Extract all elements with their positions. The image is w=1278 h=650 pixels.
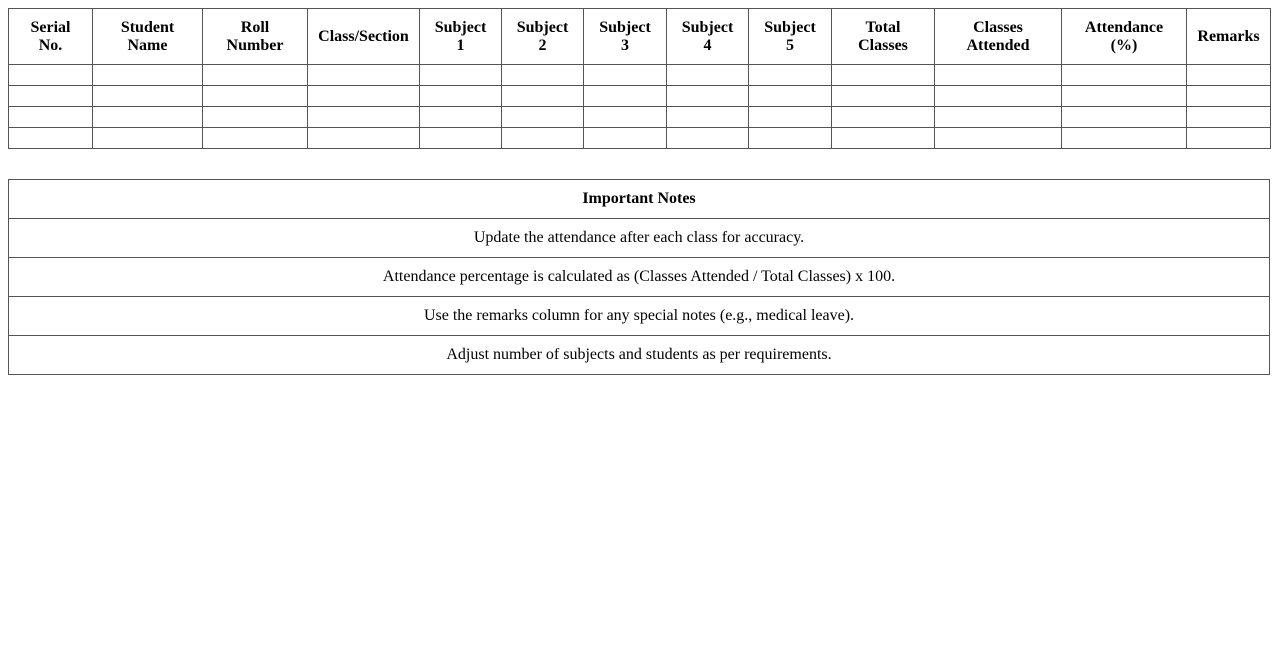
table-cell[interactable] [420, 65, 502, 86]
attendance-header-row [9, 9, 1271, 65]
column-header-text: Name [127, 36, 168, 54]
note-row [9, 219, 1270, 258]
note-row [9, 297, 1270, 336]
column-header-text: Number [226, 36, 284, 54]
column-header-text: Classes [858, 36, 908, 54]
table-cell[interactable] [9, 65, 93, 86]
column-header [420, 9, 502, 65]
table-cell[interactable] [749, 65, 832, 86]
table-row [9, 107, 1271, 128]
column-header [935, 9, 1062, 65]
note-row [9, 336, 1270, 375]
column-header-text: (%) [1110, 36, 1138, 54]
notes-title: Important Notes [9, 180, 1270, 219]
table-cell[interactable] [9, 86, 93, 107]
table-cell[interactable] [1187, 86, 1271, 107]
table-cell[interactable] [1187, 107, 1271, 128]
column-header [9, 9, 93, 65]
column-header [749, 9, 832, 65]
table-cell[interactable] [935, 107, 1062, 128]
table-cell[interactable] [832, 86, 935, 107]
column-header-text: 2 [538, 36, 547, 54]
column-header-text: Subject [434, 18, 487, 36]
table-cell[interactable] [667, 65, 749, 86]
column-header [832, 9, 935, 65]
table-cell[interactable] [1062, 65, 1187, 86]
table-cell[interactable] [584, 86, 667, 107]
table-cell[interactable] [9, 107, 93, 128]
table-cell[interactable] [420, 128, 502, 149]
table-cell[interactable] [420, 107, 502, 128]
table-cell[interactable] [308, 107, 420, 128]
column-header-text: Attended [966, 36, 1030, 54]
table-cell[interactable] [420, 86, 502, 107]
column-header-text: Subject [681, 18, 734, 36]
table-cell[interactable] [749, 86, 832, 107]
column-header [667, 9, 749, 65]
column-header [308, 9, 420, 65]
table-row [9, 128, 1271, 149]
column-header-text: 1 [456, 36, 465, 54]
attendance-body [9, 65, 1271, 149]
table-cell[interactable] [1187, 65, 1271, 86]
table-cell[interactable] [935, 128, 1062, 149]
table-cell[interactable] [93, 65, 203, 86]
column-header-text: Student [120, 18, 175, 36]
notes-body [9, 219, 1270, 375]
note-text: Use the remarks column for any special notes (e.g., medical leave). [9, 297, 1270, 336]
table-cell[interactable] [749, 128, 832, 149]
table-cell[interactable] [203, 86, 308, 107]
column-header [93, 9, 203, 65]
column-header-text: No. [38, 36, 63, 54]
table-cell[interactable] [502, 65, 584, 86]
column-header-text: 5 [786, 36, 794, 54]
table-cell[interactable] [203, 107, 308, 128]
notes-header-row [9, 180, 1270, 219]
column-header-text: Serial [30, 18, 71, 36]
table-cell[interactable] [93, 128, 203, 149]
table-cell[interactable] [203, 128, 308, 149]
column-header-text: Subject [764, 18, 816, 36]
table-cell[interactable] [935, 86, 1062, 107]
table-cell[interactable] [1187, 128, 1271, 149]
table-cell[interactable] [1062, 107, 1187, 128]
table-cell[interactable] [667, 86, 749, 107]
table-cell[interactable] [832, 107, 935, 128]
table-cell[interactable] [93, 107, 203, 128]
table-cell[interactable] [308, 65, 420, 86]
column-header [584, 9, 667, 65]
column-header [502, 9, 584, 65]
column-header [1187, 9, 1271, 65]
column-header-text: Classes [973, 18, 1023, 36]
column-header-text: Remarks [1197, 27, 1260, 45]
column-header-text: Subject [599, 18, 651, 36]
table-cell[interactable] [308, 128, 420, 149]
column-header-text: Roll [240, 18, 270, 36]
table-cell[interactable] [1062, 128, 1187, 149]
note-text: Attendance percentage is calculated as (Classes Attended / Total Classes) x 100. [9, 258, 1270, 297]
table-cell[interactable] [502, 128, 584, 149]
table-cell[interactable] [935, 65, 1062, 86]
table-cell[interactable] [584, 65, 667, 86]
table-cell[interactable] [9, 128, 93, 149]
table-cell[interactable] [584, 107, 667, 128]
table-cell[interactable] [584, 128, 667, 149]
table-cell[interactable] [308, 86, 420, 107]
column-header-text: Class/Section [318, 27, 409, 45]
table-cell[interactable] [93, 86, 203, 107]
table-cell[interactable] [667, 107, 749, 128]
column-header-text: Total [865, 18, 901, 36]
table-cell[interactable] [502, 86, 584, 107]
table-cell[interactable] [832, 128, 935, 149]
column-header [203, 9, 308, 65]
note-text: Update the attendance after each class for accuracy. [9, 219, 1270, 258]
note-text: Adjust number of subjects and students as per requirements. [9, 336, 1270, 375]
note-row [9, 258, 1270, 297]
table-cell[interactable] [1062, 86, 1187, 107]
column-header-text: 4 [703, 36, 712, 54]
table-cell[interactable] [832, 65, 935, 86]
table-row [9, 86, 1271, 107]
table-cell[interactable] [203, 65, 308, 86]
column-header [1062, 9, 1187, 65]
table-cell[interactable] [749, 107, 832, 128]
column-header-text: Subject [516, 18, 569, 36]
attendance-table [8, 8, 1271, 149]
notes-table [8, 179, 1270, 375]
column-header-text: Attendance [1084, 18, 1164, 36]
table-cell[interactable] [502, 107, 584, 128]
column-header-text: 3 [621, 36, 629, 54]
table-cell[interactable] [667, 128, 749, 149]
page-content [8, 8, 1270, 375]
table-row [9, 65, 1271, 86]
